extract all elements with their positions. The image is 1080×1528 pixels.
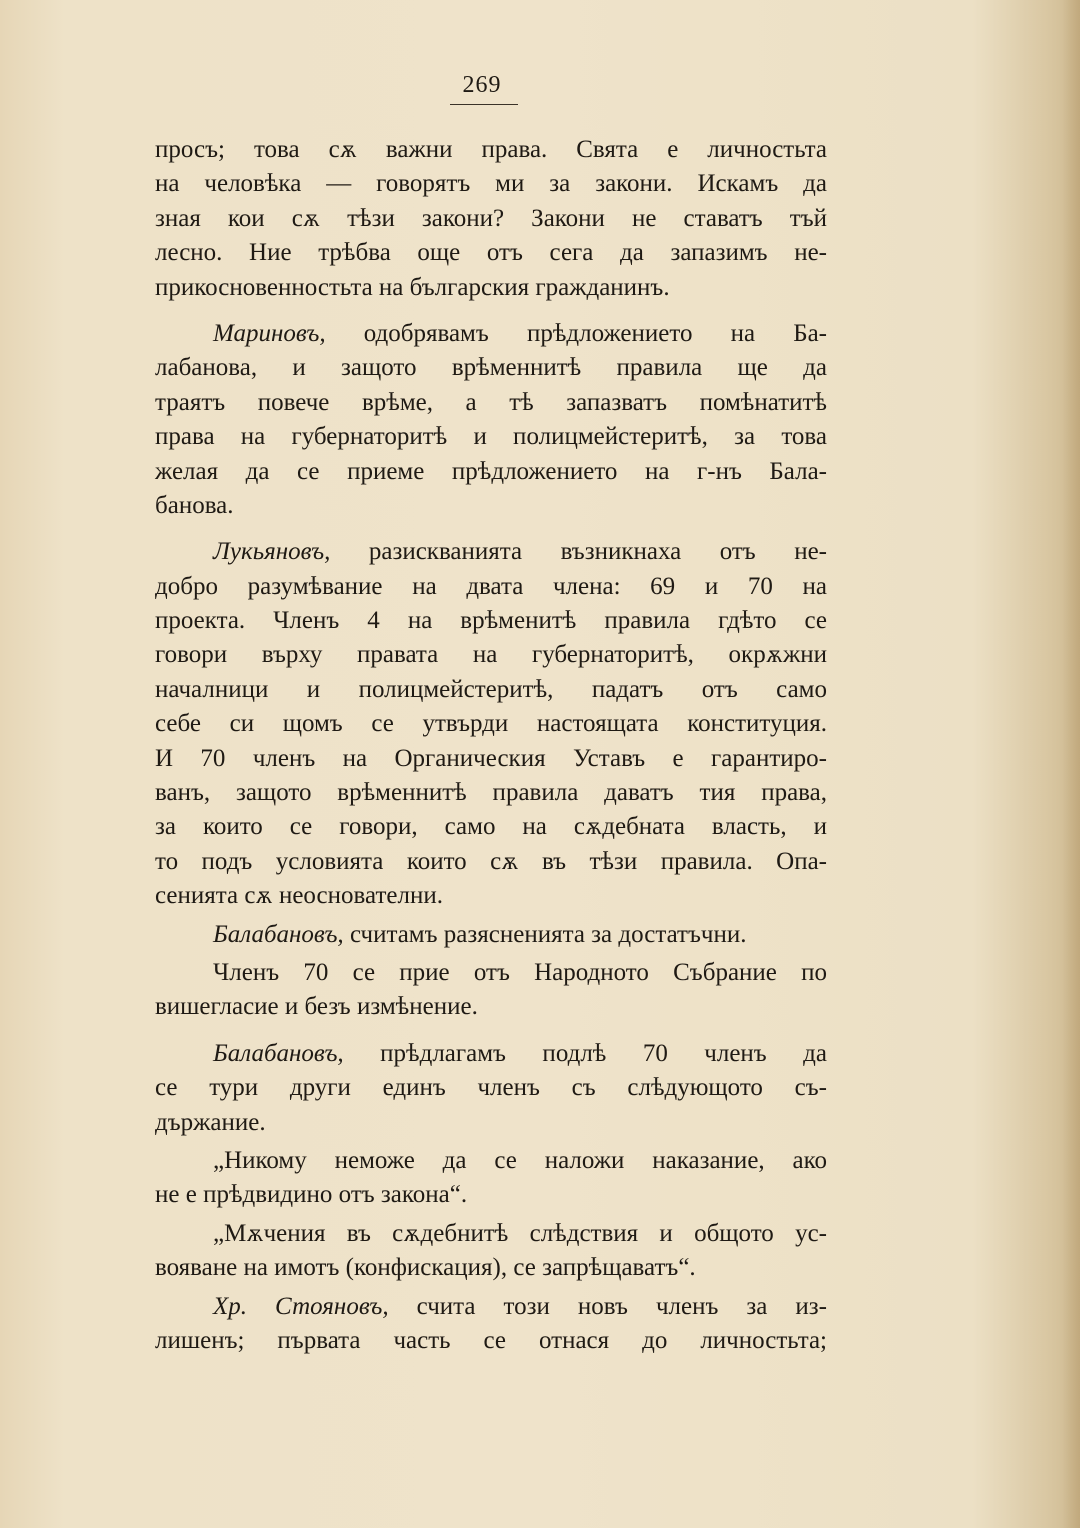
text-line: началници и полицмейстеритѣ, падатъ отъ само bbox=[155, 675, 827, 703]
text-line: „Никому неможе да се наложи наказание, ако bbox=[213, 1146, 827, 1174]
text-line: прикосновенностьта на българския гражданинъ. bbox=[155, 273, 670, 301]
text-line: зная кои сѫ тѣзи закони? Закони не ставатъ тъй bbox=[155, 204, 827, 232]
page-edge-shadow bbox=[1062, 0, 1080, 1528]
line-text: разискванията възникнаха отъ не- bbox=[330, 538, 827, 566]
speaker-name: Балабановъ, bbox=[213, 920, 344, 948]
text-line bbox=[155, 1037, 827, 1071]
text-line: лесно. Ние трѣбва още отъ сега да запазимъ не- bbox=[155, 239, 827, 267]
paragraph bbox=[155, 918, 827, 952]
text-line: траятъ повече врѣме, а тѣ запазватъ помѣнатитѣ bbox=[155, 388, 827, 416]
paragraph bbox=[155, 956, 827, 1025]
speaker-name: Мариновъ, bbox=[213, 319, 326, 347]
paragraph bbox=[155, 535, 827, 913]
page-number: 269 bbox=[462, 72, 502, 98]
text-line: „Мѫчения въ сѫдебнитѣ слѣдствия и общото ус- bbox=[213, 1219, 827, 1247]
text-line bbox=[155, 535, 827, 569]
text-line: проекта. Членъ 4 на врѣменитѣ правила гдѣто се bbox=[155, 607, 827, 635]
text-line bbox=[155, 1290, 827, 1324]
text-line: добро разумѣвание на двата члена: 69 и 70 на bbox=[155, 572, 827, 600]
text-line: себе си щомъ се утвърди настоящата конституция. bbox=[155, 710, 827, 738]
text-line: за които се говори, само на сѫдебната власть, и bbox=[155, 813, 827, 841]
paragraph bbox=[155, 317, 827, 523]
text-line: вояване на имотъ (конфискация), се запрѣщаватъ“. bbox=[155, 1254, 696, 1282]
text-line: то подъ условията които сѫ въ тѣзи правила. Опа- bbox=[155, 847, 827, 875]
text-line bbox=[155, 317, 827, 351]
text-line: вишегласие и безъ измѣнение. bbox=[155, 993, 478, 1021]
text-line: банова. bbox=[155, 491, 234, 519]
text-line: държание. bbox=[155, 1108, 266, 1136]
paragraph bbox=[155, 1037, 827, 1140]
paragraph bbox=[155, 1217, 827, 1286]
text-line: лабанова, и защото врѣменнитѣ правила ще да bbox=[155, 354, 827, 382]
text-line: на человѣка — говорятъ ми за закони. Искамъ да bbox=[155, 170, 827, 198]
paragraph bbox=[155, 133, 827, 305]
speaker-name: Балабановъ, bbox=[213, 1039, 344, 1067]
text-line bbox=[155, 918, 827, 952]
line-text: одобрявамъ прѣдложението на Ба- bbox=[325, 319, 827, 347]
speaker-name: Хр. Стояновъ, bbox=[213, 1292, 389, 1320]
page-number-underline bbox=[450, 104, 518, 105]
text-line: сенията сѫ неоснователни. bbox=[155, 882, 443, 910]
text-line: не е прѣдвидино отъ закона“. bbox=[155, 1181, 468, 1209]
text-line: просъ; това сѫ важни права. Свята е личностьта bbox=[155, 136, 827, 163]
text-line: И 70 членъ на Органическия Уставъ е гарантиро- bbox=[155, 744, 827, 772]
text-line: ванъ, защото врѣменнитѣ правила даватъ тия права, bbox=[155, 779, 827, 807]
text-line: желая да се приеме прѣдложението на г-нъ Бала- bbox=[155, 457, 827, 485]
text-line: се тури други единъ членъ съ слѣдующото съ- bbox=[155, 1074, 827, 1102]
paragraph bbox=[155, 1290, 827, 1359]
speaker-name: Лукьяновъ, bbox=[213, 538, 331, 566]
body-text bbox=[155, 133, 827, 1358]
text-line: права на губернаторитѣ и полицмейстеритѣ, за това bbox=[155, 423, 827, 451]
text-line: лишенъ; първата часть се отнася до личностьта; bbox=[155, 1326, 827, 1354]
line-text: счита този новъ членъ за из- bbox=[388, 1292, 828, 1320]
paragraph bbox=[155, 1144, 827, 1213]
line-text: считамъ разясненията за достатъчни. bbox=[343, 920, 747, 948]
line-text: прѣдлагамъ подлѣ 70 членъ да bbox=[343, 1039, 827, 1067]
text-line: Членъ 70 се прие отъ Народното Събрание по bbox=[213, 958, 827, 986]
text-line: говори върху правата на губернаторитѣ, окрѫжни bbox=[155, 641, 827, 669]
